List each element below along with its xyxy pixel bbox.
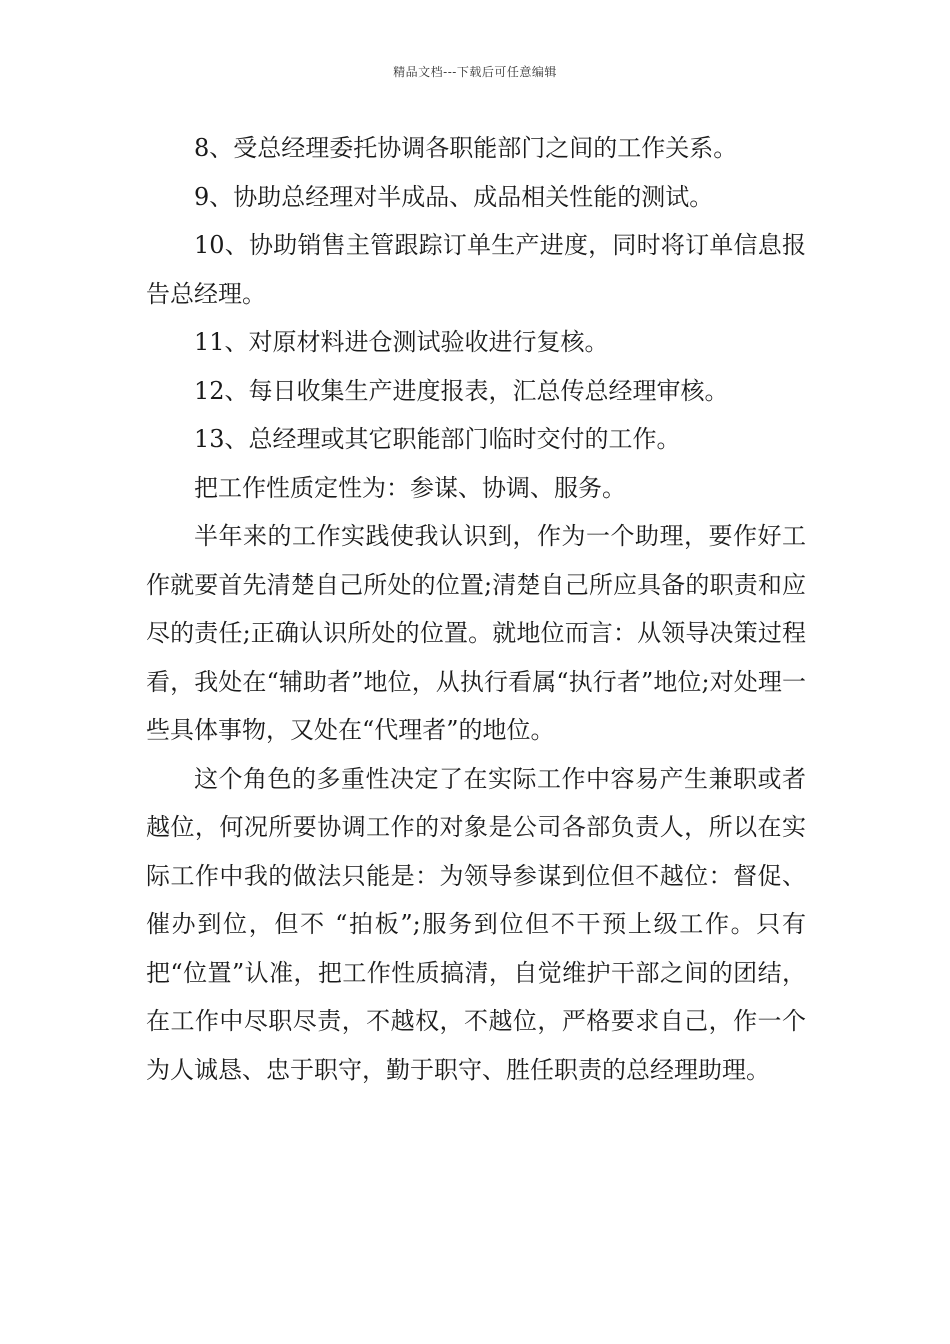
paragraph-position: 半年来的工作实践使我认识到，作为一个助理，要作好工作就要首先清楚自己所处的位置;清楚自己所应具备的职责和应尽的责任;正确认识所处的位置。就地位而言：从领导决策过程看，我处在“辅助者”地位，从执行看属“执行者”地位;对处理一些具体事物，又处在“代理者”的地位。: [146, 522, 806, 744]
paragraph-item-13: 13、总经理或其它职能部门临时交付的工作。: [194, 425, 681, 453]
page-header: 精品文档---下载后可任意编辑: [393, 65, 557, 79]
paragraph-item-11: 11、对原材料进仓测试验收进行复核。: [194, 328, 609, 356]
paragraph-item-10: 10、协助销售主管跟踪订单生产进度，同时将订单信息报告总经理。: [146, 231, 806, 308]
paragraph-work-nature: 把工作性质定性为：参谋、协调、服务。: [194, 473, 626, 502]
paragraph-item-9: 9、协助总经理对半成品、成品相关性能的测试。: [194, 182, 714, 211]
paragraph-role: 这个角色的多重性决定了在实际工作中容易产生兼职或者越位，何况所要协调工作的对象是公司各部负责人，所以在实际工作中我的做法只能是：为领导参谋到位但不越位：督促、催办到位，但不 “拍板”;服务到位但不干预上级工作。只有把“位置”认准，把工作性质搞清，自觉维护干部之间的团结，在工作中尽职尽责，不越权，不越位，严格要求自己，作一个为人诚恳、忠于职守，勤于职守、胜任职责的总经理助理。: [146, 764, 806, 1084]
paragraph-item-8: 8、受总经理委托协调各职能部门之间的工作关系。: [194, 134, 738, 162]
document-body: [146, 124, 806, 1094]
paragraph-item-12: 12、每日收集生产进度报表，汇总传总经理审核。: [194, 376, 729, 405]
